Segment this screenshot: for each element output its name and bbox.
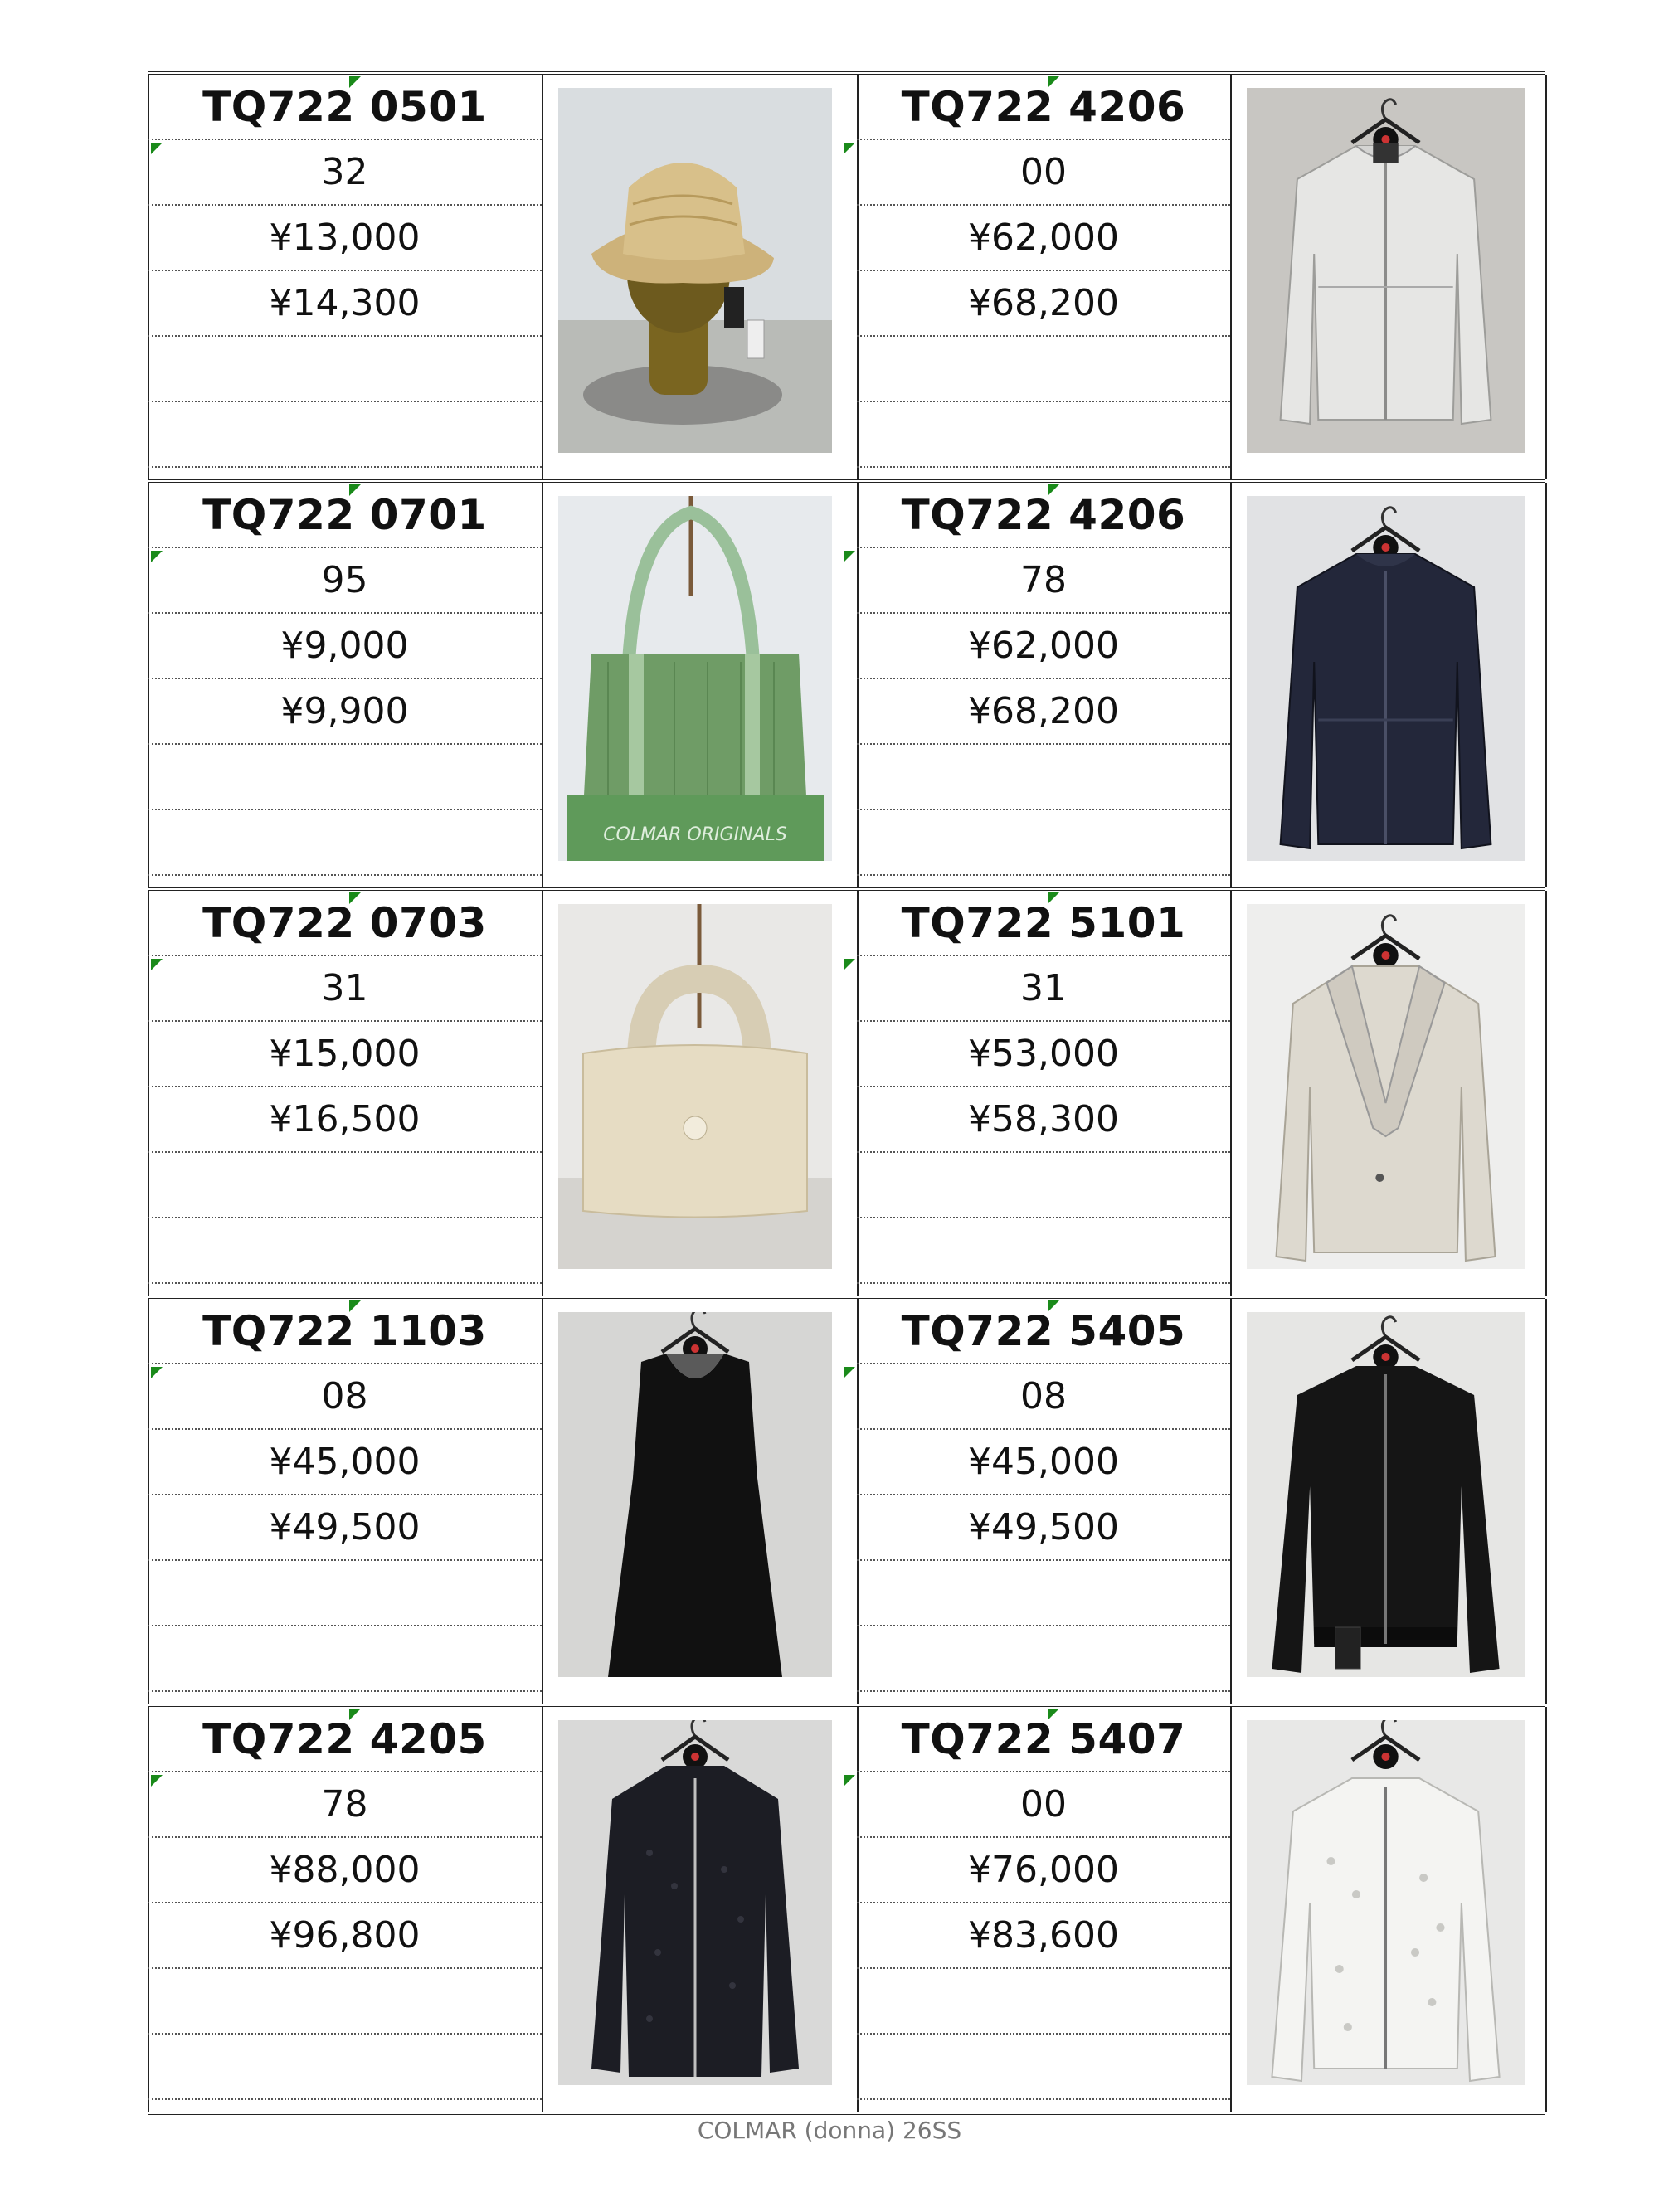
black-bomber-jacket-icon bbox=[1247, 1312, 1525, 1677]
price-tax-included bbox=[148, 1495, 542, 1561]
blank-line bbox=[148, 1218, 542, 1284]
product-info-cell bbox=[148, 1707, 542, 2112]
color-code bbox=[857, 548, 1230, 614]
green-mesh-tote-icon bbox=[558, 496, 832, 861]
beige-padded-tote-photo bbox=[558, 904, 832, 1269]
product-info-cell bbox=[857, 483, 1230, 887]
product-code-prefix: TQ722 bbox=[202, 490, 355, 539]
page-footer: COLMAR (donna) 26SS bbox=[697, 2117, 962, 2144]
color-code bbox=[148, 1364, 542, 1430]
cell-comment-marker bbox=[1048, 892, 1059, 904]
blank-line bbox=[148, 810, 542, 876]
price-tax-included-text: ¥14,300 bbox=[269, 282, 421, 324]
blank-line bbox=[148, 1626, 542, 1692]
product-code-prefix: TQ722 bbox=[901, 490, 1054, 539]
blank-line bbox=[857, 337, 1230, 402]
cell-comment-marker bbox=[844, 1775, 855, 1787]
color-code-text: 00 bbox=[1020, 1783, 1067, 1826]
product-code bbox=[148, 483, 542, 548]
price bbox=[857, 1430, 1230, 1495]
black-long-parka-icon bbox=[558, 1720, 832, 2085]
price-tax-included-text: ¥68,200 bbox=[968, 690, 1119, 732]
product-code-number: 1103 bbox=[369, 1306, 487, 1355]
product-code bbox=[148, 891, 542, 956]
price-tax-included bbox=[857, 679, 1230, 745]
price-tax-included bbox=[148, 271, 542, 337]
price-tax-included-text: ¥68,200 bbox=[968, 282, 1119, 324]
price-tax-included-text: ¥83,600 bbox=[968, 1914, 1119, 1957]
product-code bbox=[857, 1299, 1230, 1364]
color-code bbox=[857, 140, 1230, 206]
product-code-number: 4205 bbox=[369, 1714, 487, 1763]
product-grid bbox=[148, 71, 1545, 2115]
price-text: ¥76,000 bbox=[968, 1849, 1119, 1891]
cell-comment-marker bbox=[349, 1709, 361, 1720]
navy-hooded-jacket-icon bbox=[1247, 496, 1525, 861]
cell-comment-marker bbox=[349, 1300, 361, 1312]
price-tax-included-text: ¥16,500 bbox=[269, 1098, 421, 1140]
blank-line bbox=[857, 1626, 1230, 1692]
product-code-prefix: TQ722 bbox=[202, 1306, 355, 1355]
price-tax-included bbox=[148, 679, 542, 745]
beige-blazer-icon bbox=[1247, 904, 1525, 1269]
product-code-prefix: TQ722 bbox=[901, 898, 1054, 947]
product-info-cell bbox=[857, 891, 1230, 1296]
blank-line bbox=[148, 1561, 542, 1626]
blank-line bbox=[857, 745, 1230, 810]
price-text: ¥62,000 bbox=[968, 216, 1119, 259]
product-code-number: 5407 bbox=[1068, 1714, 1186, 1763]
black-sleeveless-dress-icon bbox=[558, 1312, 832, 1677]
beige-padded-tote-icon bbox=[558, 904, 832, 1269]
price bbox=[148, 1022, 542, 1087]
straw-bucket-hat-photo bbox=[558, 88, 832, 453]
product-info-cell bbox=[148, 891, 542, 1296]
price-text: ¥13,000 bbox=[269, 216, 421, 259]
color-code-text: 08 bbox=[321, 1375, 368, 1417]
cell-comment-marker bbox=[349, 76, 361, 88]
blank-line bbox=[857, 402, 1230, 468]
navy-hooded-jacket-photo bbox=[1247, 496, 1525, 861]
product-code bbox=[857, 483, 1230, 548]
white-lace-jacket-icon bbox=[1247, 1720, 1525, 2085]
product-info-cell bbox=[857, 1707, 1230, 2112]
cell-comment-marker bbox=[151, 143, 163, 154]
price-tax-included bbox=[148, 1903, 542, 1969]
price-tax-included bbox=[857, 271, 1230, 337]
price-tax-included-text: ¥49,500 bbox=[269, 1506, 421, 1548]
product-code-number: 4206 bbox=[1068, 490, 1186, 539]
price-text: ¥45,000 bbox=[968, 1441, 1119, 1483]
product-code-prefix: TQ722 bbox=[202, 898, 355, 947]
cell-comment-marker bbox=[349, 892, 361, 904]
color-code bbox=[857, 1772, 1230, 1838]
color-code bbox=[148, 956, 542, 1022]
product-row bbox=[148, 71, 1545, 479]
color-code bbox=[857, 956, 1230, 1022]
cell-comment-marker bbox=[1048, 76, 1059, 88]
price bbox=[857, 614, 1230, 679]
black-long-parka-photo bbox=[558, 1720, 832, 2085]
black-bomber-jacket-photo bbox=[1247, 1312, 1525, 1677]
product-code bbox=[148, 75, 542, 140]
price bbox=[148, 614, 542, 679]
blank-line bbox=[857, 1153, 1230, 1218]
color-code-text: 00 bbox=[1020, 151, 1067, 193]
product-info-cell bbox=[148, 75, 542, 479]
cell-comment-marker bbox=[844, 959, 855, 970]
price bbox=[857, 1838, 1230, 1903]
product-code-number: 5101 bbox=[1068, 898, 1186, 947]
price bbox=[857, 206, 1230, 271]
blank-line bbox=[148, 2035, 542, 2100]
blank-line bbox=[857, 1969, 1230, 2035]
price-tax-included-text: ¥49,500 bbox=[968, 1506, 1119, 1548]
price-text: ¥62,000 bbox=[968, 625, 1119, 667]
blank-line bbox=[857, 810, 1230, 876]
product-code bbox=[148, 1707, 542, 1772]
product-row bbox=[148, 887, 1545, 1296]
white-hooded-jacket-photo bbox=[1247, 88, 1525, 453]
black-sleeveless-dress-photo bbox=[558, 1312, 832, 1677]
product-code-number: 0703 bbox=[369, 898, 487, 947]
product-code-number: 0501 bbox=[369, 82, 487, 131]
product-code bbox=[148, 1299, 542, 1364]
product-row bbox=[148, 479, 1545, 887]
color-code bbox=[857, 1364, 1230, 1430]
cell-comment-marker bbox=[151, 1775, 163, 1787]
price-tax-included bbox=[148, 1087, 542, 1153]
product-code bbox=[857, 75, 1230, 140]
color-code-text: 95 bbox=[321, 559, 368, 601]
white-lace-jacket-photo bbox=[1247, 1720, 1525, 2085]
product-row bbox=[148, 1704, 1545, 2115]
price bbox=[148, 1838, 542, 1903]
product-code-prefix: TQ722 bbox=[901, 82, 1054, 131]
product-code bbox=[857, 1707, 1230, 1772]
cell-comment-marker bbox=[349, 484, 361, 496]
blank-line bbox=[857, 1218, 1230, 1284]
cell-comment-marker bbox=[844, 1367, 855, 1378]
straw-bucket-hat-icon bbox=[558, 88, 832, 453]
cell-comment-marker bbox=[1048, 1300, 1059, 1312]
price-tax-included bbox=[857, 1087, 1230, 1153]
cell-comment-marker bbox=[151, 1367, 163, 1378]
product-code-prefix: TQ722 bbox=[202, 1714, 355, 1763]
price-text: ¥53,000 bbox=[968, 1033, 1119, 1075]
price-text: ¥15,000 bbox=[269, 1033, 421, 1075]
product-code-prefix: TQ722 bbox=[901, 1714, 1054, 1763]
color-code-text: 78 bbox=[1020, 559, 1067, 601]
price bbox=[148, 206, 542, 271]
blank-line bbox=[148, 745, 542, 810]
price-tax-included-text: ¥96,800 bbox=[269, 1914, 421, 1957]
product-code-number: 5405 bbox=[1068, 1306, 1186, 1355]
price-tax-included bbox=[857, 1903, 1230, 1969]
product-code-prefix: TQ722 bbox=[202, 82, 355, 131]
color-code-text: 78 bbox=[321, 1783, 368, 1826]
green-mesh-tote-photo bbox=[558, 496, 832, 861]
product-code-number: 4206 bbox=[1068, 82, 1186, 131]
blank-line bbox=[148, 337, 542, 402]
price-tax-included bbox=[857, 1495, 1230, 1561]
product-info-cell bbox=[148, 483, 542, 887]
color-code-text: 32 bbox=[321, 151, 368, 193]
color-code-text: 08 bbox=[1020, 1375, 1067, 1417]
blank-line bbox=[857, 1561, 1230, 1626]
product-code bbox=[857, 891, 1230, 956]
blank-line bbox=[148, 1969, 542, 2035]
color-code-text: 31 bbox=[321, 967, 368, 1009]
blank-line bbox=[148, 1153, 542, 1218]
price-text: ¥9,000 bbox=[280, 625, 409, 667]
product-info-cell bbox=[857, 1299, 1230, 1704]
cell-comment-marker bbox=[1048, 484, 1059, 496]
cell-comment-marker bbox=[151, 551, 163, 562]
price bbox=[148, 1430, 542, 1495]
product-code-prefix: TQ722 bbox=[901, 1306, 1054, 1355]
beige-blazer-photo bbox=[1247, 904, 1525, 1269]
product-info-cell bbox=[148, 1299, 542, 1704]
blank-line bbox=[857, 2035, 1230, 2100]
product-code-number: 0701 bbox=[369, 490, 487, 539]
color-code-text: 31 bbox=[1020, 967, 1067, 1009]
price bbox=[857, 1022, 1230, 1087]
cell-comment-marker bbox=[151, 959, 163, 970]
color-code bbox=[148, 1772, 542, 1838]
price-text: ¥45,000 bbox=[269, 1441, 421, 1483]
blank-line bbox=[148, 402, 542, 468]
color-code bbox=[148, 548, 542, 614]
cell-comment-marker bbox=[1048, 1709, 1059, 1720]
cell-comment-marker bbox=[844, 143, 855, 154]
price-text: ¥88,000 bbox=[269, 1849, 421, 1891]
svg-text:COLMAR ORIGINALS: COLMAR ORIGINALS bbox=[603, 824, 787, 845]
product-info-cell bbox=[857, 75, 1230, 479]
price-tax-included-text: ¥9,900 bbox=[280, 690, 409, 732]
color-code bbox=[148, 140, 542, 206]
price-tax-included-text: ¥58,300 bbox=[968, 1098, 1119, 1140]
cell-comment-marker bbox=[844, 551, 855, 562]
white-hooded-jacket-icon bbox=[1247, 88, 1525, 453]
product-row bbox=[148, 1296, 1545, 1704]
